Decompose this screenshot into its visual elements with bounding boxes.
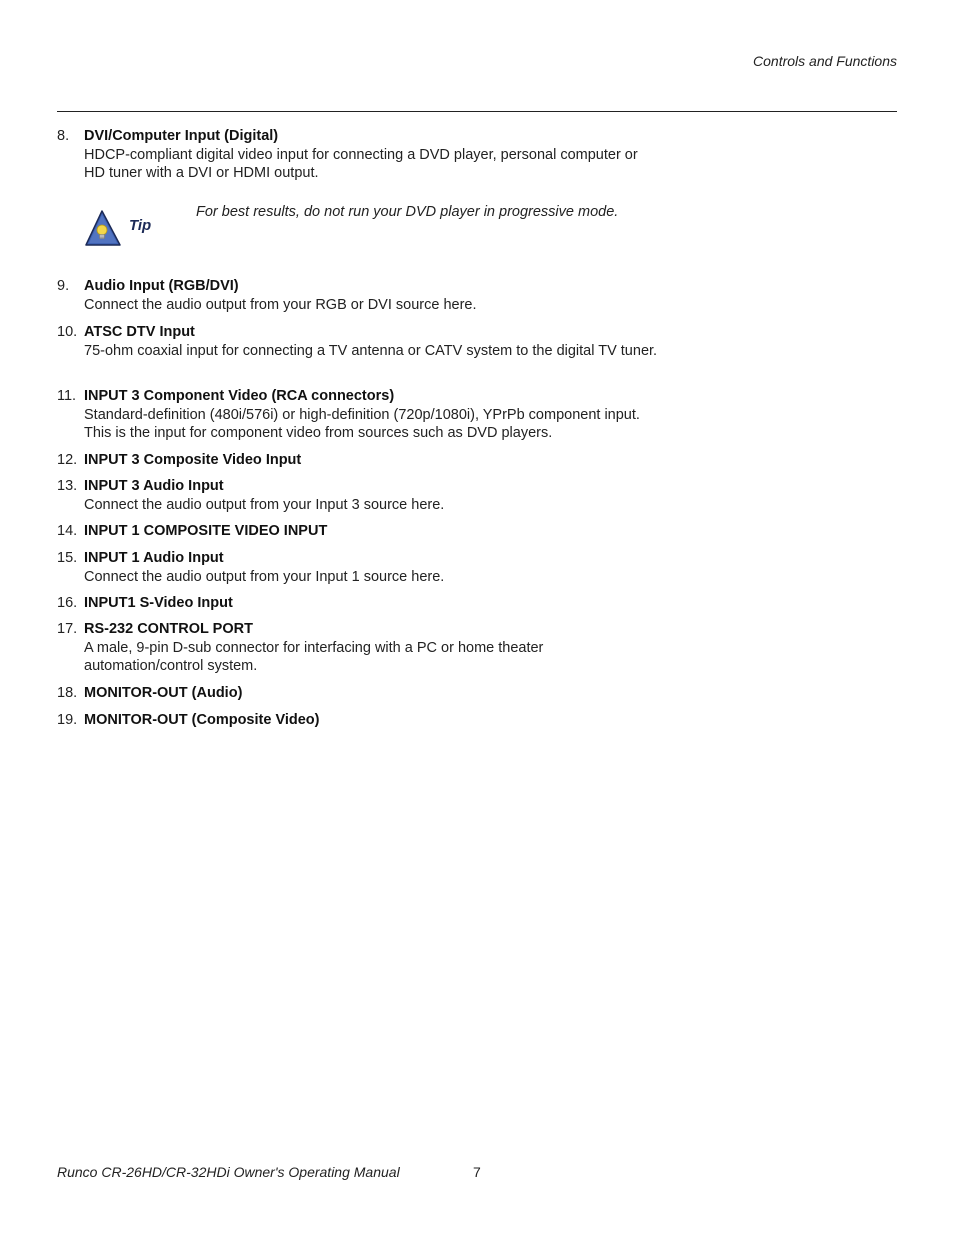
item-number: 12.	[57, 452, 78, 468]
header-section-title: Controls and Functions	[753, 53, 897, 69]
item-description: Connect the audio output from your Input 3 source here.	[84, 496, 445, 513]
item-number: 11.	[57, 388, 77, 404]
item-title: INPUT1 S-Video Input	[84, 595, 233, 611]
footer-page-number: 7	[473, 1164, 481, 1180]
lightbulb-warning-icon	[84, 209, 128, 249]
item-title: MONITOR-OUT (Composite Video)	[84, 712, 320, 728]
item-number: 15.	[57, 550, 78, 566]
item-description: HDCP-compliant digital video input for connecting a DVD player, personal computer or HD tuner with a DVI or HDMI output.	[84, 146, 638, 181]
item-title: Audio Input (RGB/DVI)	[84, 278, 239, 294]
item-number: 19.	[57, 712, 78, 728]
tip-text: For best results, do not run your DVD player in progressive mode.	[196, 204, 619, 220]
item-number: 9.	[57, 278, 70, 294]
item-title: DVI/Computer Input (Digital)	[84, 128, 279, 144]
item-number: 13.	[57, 478, 78, 494]
item-description: Standard-definition (480i/576i) or high-definition (720p/1080i), YPrPb component input. This is the input for component video from sources such as DVD players.	[84, 406, 640, 441]
item-number: 16.	[57, 595, 78, 611]
tip-label: Tip	[129, 217, 152, 234]
item-title: INPUT 3 Composite Video Input	[84, 452, 302, 468]
tip-callout	[84, 204, 684, 250]
item-description: Connect the audio output from your Input 1 source here.	[84, 568, 445, 585]
item-title: RS-232 CONTROL PORT	[84, 621, 253, 637]
item-title: INPUT 1 COMPOSITE VIDEO INPUT	[84, 523, 328, 539]
item-title: ATSC DTV Input	[84, 324, 195, 340]
header-rule	[57, 111, 897, 112]
item-title: MONITOR-OUT (Audio)	[84, 685, 243, 701]
item-number: 14.	[57, 523, 78, 539]
item-number: 10.	[57, 324, 78, 340]
item-title: INPUT 1 Audio Input	[84, 550, 224, 566]
item-number: 17.	[57, 621, 78, 637]
item-description: Connect the audio output from your RGB or DVI source here.	[84, 296, 477, 313]
item-number: 8.	[57, 128, 70, 144]
item-description: A male, 9-pin D-sub connector for interfacing with a PC or home theater automation/control system.	[84, 639, 544, 674]
footer-manual-title: Runco CR-26HD/CR-32HDi Owner's Operating Manual	[57, 1164, 400, 1180]
item-description: 75-ohm coaxial input for connecting a TV antenna or CATV system to the digital TV tuner.	[84, 342, 658, 359]
item-title: INPUT 3 Audio Input	[84, 478, 224, 494]
item-title: INPUT 3 Component Video (RCA connectors)	[84, 388, 395, 404]
item-number: 18.	[57, 685, 78, 701]
